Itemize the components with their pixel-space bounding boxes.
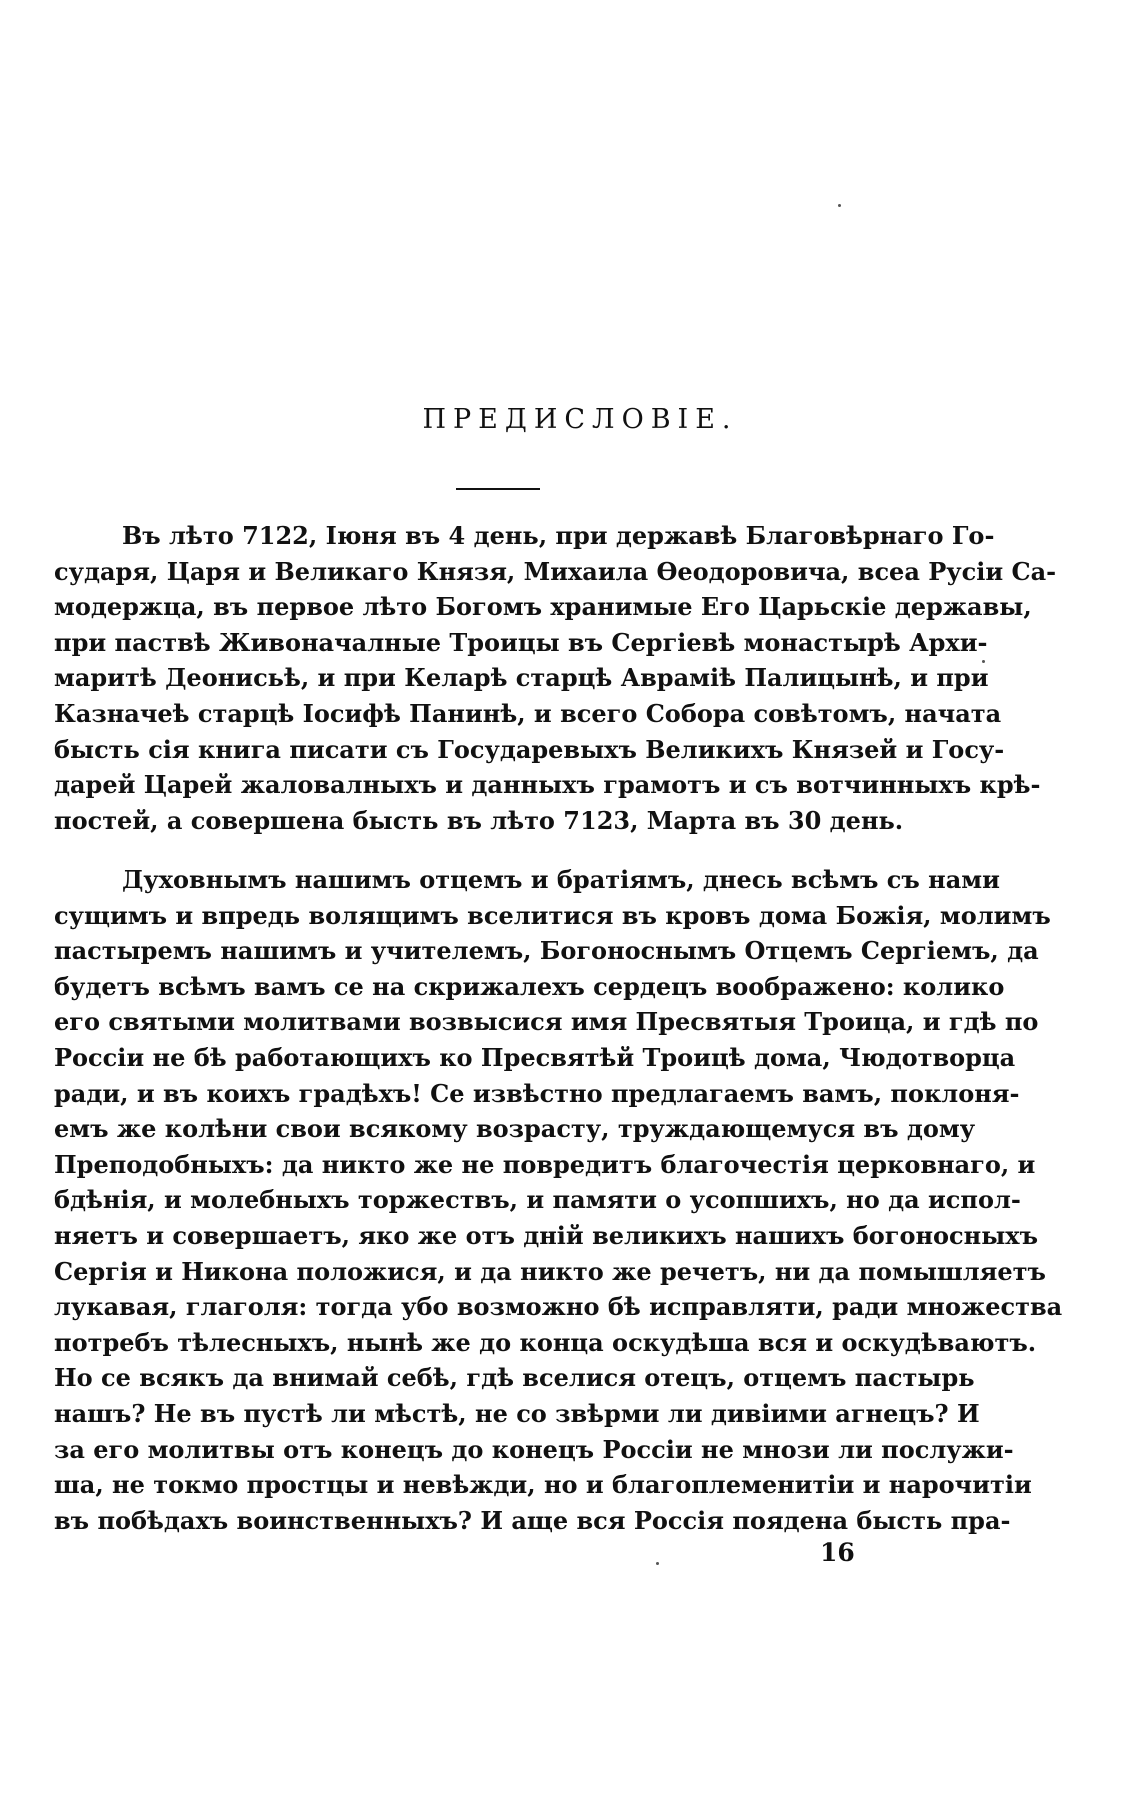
text-line: сущимъ и впредь волящимъ вселитися въ кровъ дома Божія, молимъ [54,900,1051,930]
text-line: Преподобныхъ: да никто же не повредитъ благочестія церковнаго, и [54,1149,1036,1179]
text-line: за его молитвы отъ конецъ до конецъ Россіи не мнози ли послужи- [54,1434,1014,1464]
text-line: будетъ всѣмъ вамъ се на скрижалехъ сердецъ воображено: колико [54,971,1005,1001]
text-line: емъ же колѣни свои всякому возрасту, труждающемуся въ дому [54,1114,976,1144]
text-line: Духовнымъ нашимъ отцемъ и братіямъ, днесь всѣмъ съ нами [122,865,1000,894]
text-line: Россіи не бѣ работающихъ ко Пресвятѣй Троицѣ дома, Чюдотворца [54,1042,1016,1072]
text-line: бдѣнія, и молебныхъ торжествъ, и памяти о усопшихъ, но да испол- [54,1185,1021,1215]
print-speck [656,1562,659,1565]
text-line: модержца, въ первое лѣто Богомъ хранимые Его Царьскіе державы, [54,592,1032,622]
text-line: пастыремъ нашимъ и учителемъ, Богоноснымъ Отцемъ Сергіемъ, да [54,936,1039,966]
text-line: Въ лѣто 7122, Іюня въ 4 день, при державѣ Благовѣрнаго Го- [122,521,995,550]
text-line: дарей Царей жаловалныхъ и данныхъ грамотъ и съ вотчинныхъ крѣ- [54,770,1041,800]
text-line: нашъ? Не въ пустѣ ли мѣстѣ, не со звѣрми ли дивiими агнецъ? И [54,1398,980,1428]
text-line: его святыми молитвами возвысися имя Пресвятыя Троица, и гдѣ по [54,1007,1039,1037]
page-number: 16 [820,1538,855,1567]
text-line: ради, и въ коихъ градѣхъ! Се извѣстно предлагаемъ вамъ, поклоня- [54,1078,1020,1108]
paragraph-1 [54,518,1057,838]
text-line: въ побѣдахъ воинственныхъ? И аще вся Россія поядена бысть пра- [54,1505,1011,1535]
text-line: при паствѣ Живоначалные Троицы въ Сергіевѣ монастырѣ Архи- [54,627,988,657]
text-line: ша, не токмо простцы и невѣжди, но и благоплеменитіи и нарочитіи [54,1470,1032,1500]
text-line: потребъ тѣлесныхъ, нынѣ же до конца оскудѣша вся и оскудѣваютъ. [54,1327,1037,1357]
text-line: маритѣ Деонисьѣ, и при Келарѣ старцѣ Аврамiѣ Палицынѣ, и при [54,663,989,693]
text-line: лукавая, глаголя: тогда убо возможно бѣ исправляти, ради множества [54,1292,1063,1322]
text-line: няетъ и совершаетъ, яко же отъ днiй великихъ нашихъ богоносныхъ [54,1220,1038,1250]
text-line: сударя, Царя и Великаго Князя, Михаила Ѳеодоровича, всеа Русіи Са- [54,556,1057,586]
page-title: ПРЕДИСЛОВІЕ. [422,404,738,435]
text-line: Казначеѣ старцѣ Іосифѣ Панинѣ, и всего Собора совѣтомъ, начата [54,698,1002,728]
text-line: Но се всякъ да внимай себѣ, гдѣ вселися отецъ, отцемъ пастырь [54,1363,975,1393]
text-line: бысть сія книга писати съ Государевыхъ Великихъ Князей и Госу- [54,734,1005,764]
text-line: постей, а совершена бысть въ лѣто 7123, Марта въ 30 день. [54,805,904,835]
text-line: Сергія и Никона положися, и да никто же речетъ, ни да помышляетъ [54,1256,1046,1286]
paragraph-2 [54,862,1063,1538]
title-divider [456,488,540,490]
print-speck [838,204,841,207]
